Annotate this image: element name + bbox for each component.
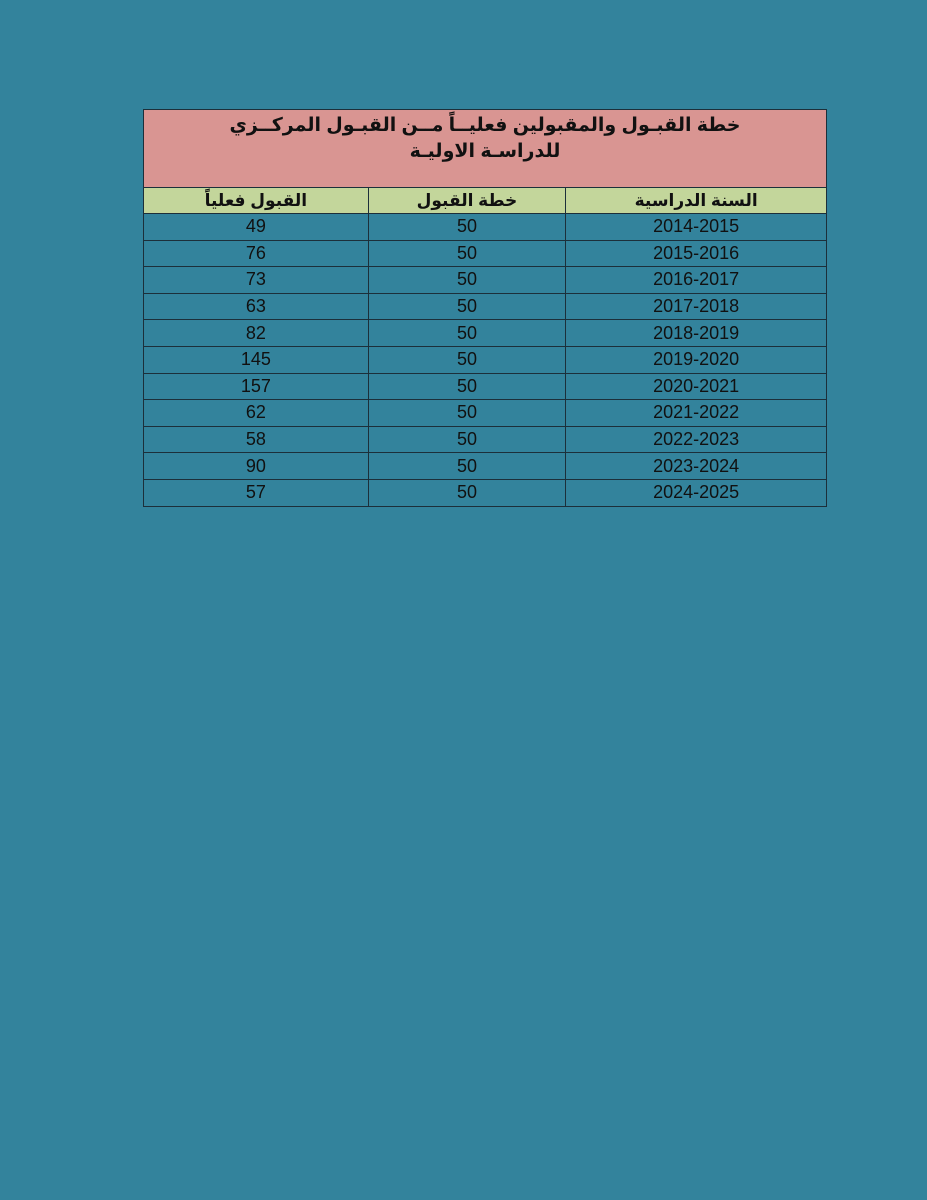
table-row [144, 267, 827, 294]
cell-plan: 50 [368, 293, 566, 320]
table-title [144, 110, 827, 188]
table-row [144, 479, 827, 506]
table-row [144, 293, 827, 320]
table-row [144, 400, 827, 427]
column-header-actual: القبول فعلياً [144, 188, 369, 214]
cell-actual: 73 [144, 267, 369, 294]
cell-actual: 157 [144, 373, 369, 400]
cell-actual: 62 [144, 400, 369, 427]
cell-year: 2024-2025 [566, 479, 827, 506]
table-body [144, 214, 827, 507]
cell-plan: 50 [368, 346, 566, 373]
cell-plan: 50 [368, 479, 566, 506]
cell-year: 2018-2019 [566, 320, 827, 347]
cell-year: 2019-2020 [566, 346, 827, 373]
table-row [144, 346, 827, 373]
cell-year: 2017-2018 [566, 293, 827, 320]
cell-actual: 82 [144, 320, 369, 347]
cell-year: 2023-2024 [566, 453, 827, 480]
cell-plan: 50 [368, 320, 566, 347]
cell-plan: 50 [368, 426, 566, 453]
title-row [144, 110, 827, 188]
cell-plan: 50 [368, 240, 566, 267]
cell-actual: 49 [144, 214, 369, 241]
cell-year: 2014-2015 [566, 214, 827, 241]
cell-plan: 50 [368, 400, 566, 427]
cell-actual: 90 [144, 453, 369, 480]
table-row [144, 240, 827, 267]
header-row [144, 188, 827, 214]
cell-actual: 57 [144, 479, 369, 506]
cell-plan: 50 [368, 373, 566, 400]
table-row [144, 373, 827, 400]
cell-year: 2016-2017 [566, 267, 827, 294]
cell-actual: 145 [144, 346, 369, 373]
cell-actual: 58 [144, 426, 369, 453]
cell-plan: 50 [368, 214, 566, 241]
cell-year: 2021-2022 [566, 400, 827, 427]
cell-actual: 63 [144, 293, 369, 320]
table-row [144, 214, 827, 241]
table-row [144, 320, 827, 347]
cell-year: 2020-2021 [566, 373, 827, 400]
cell-plan: 50 [368, 453, 566, 480]
cell-plan: 50 [368, 267, 566, 294]
cell-actual: 76 [144, 240, 369, 267]
cell-year: 2015-2016 [566, 240, 827, 267]
table-title-line-1: خطة القبـول والمقبولين فعليــاً مــن القبـول المركــزي [229, 115, 741, 136]
column-header-year: السنة الدراسية [566, 188, 827, 214]
admission-table [143, 109, 827, 507]
table-title-line-2: للدراسـة الاوليـة [409, 141, 561, 162]
table-row [144, 426, 827, 453]
cell-year: 2022-2023 [566, 426, 827, 453]
table-row [144, 453, 827, 480]
column-header-plan: خطة القبول [368, 188, 566, 214]
